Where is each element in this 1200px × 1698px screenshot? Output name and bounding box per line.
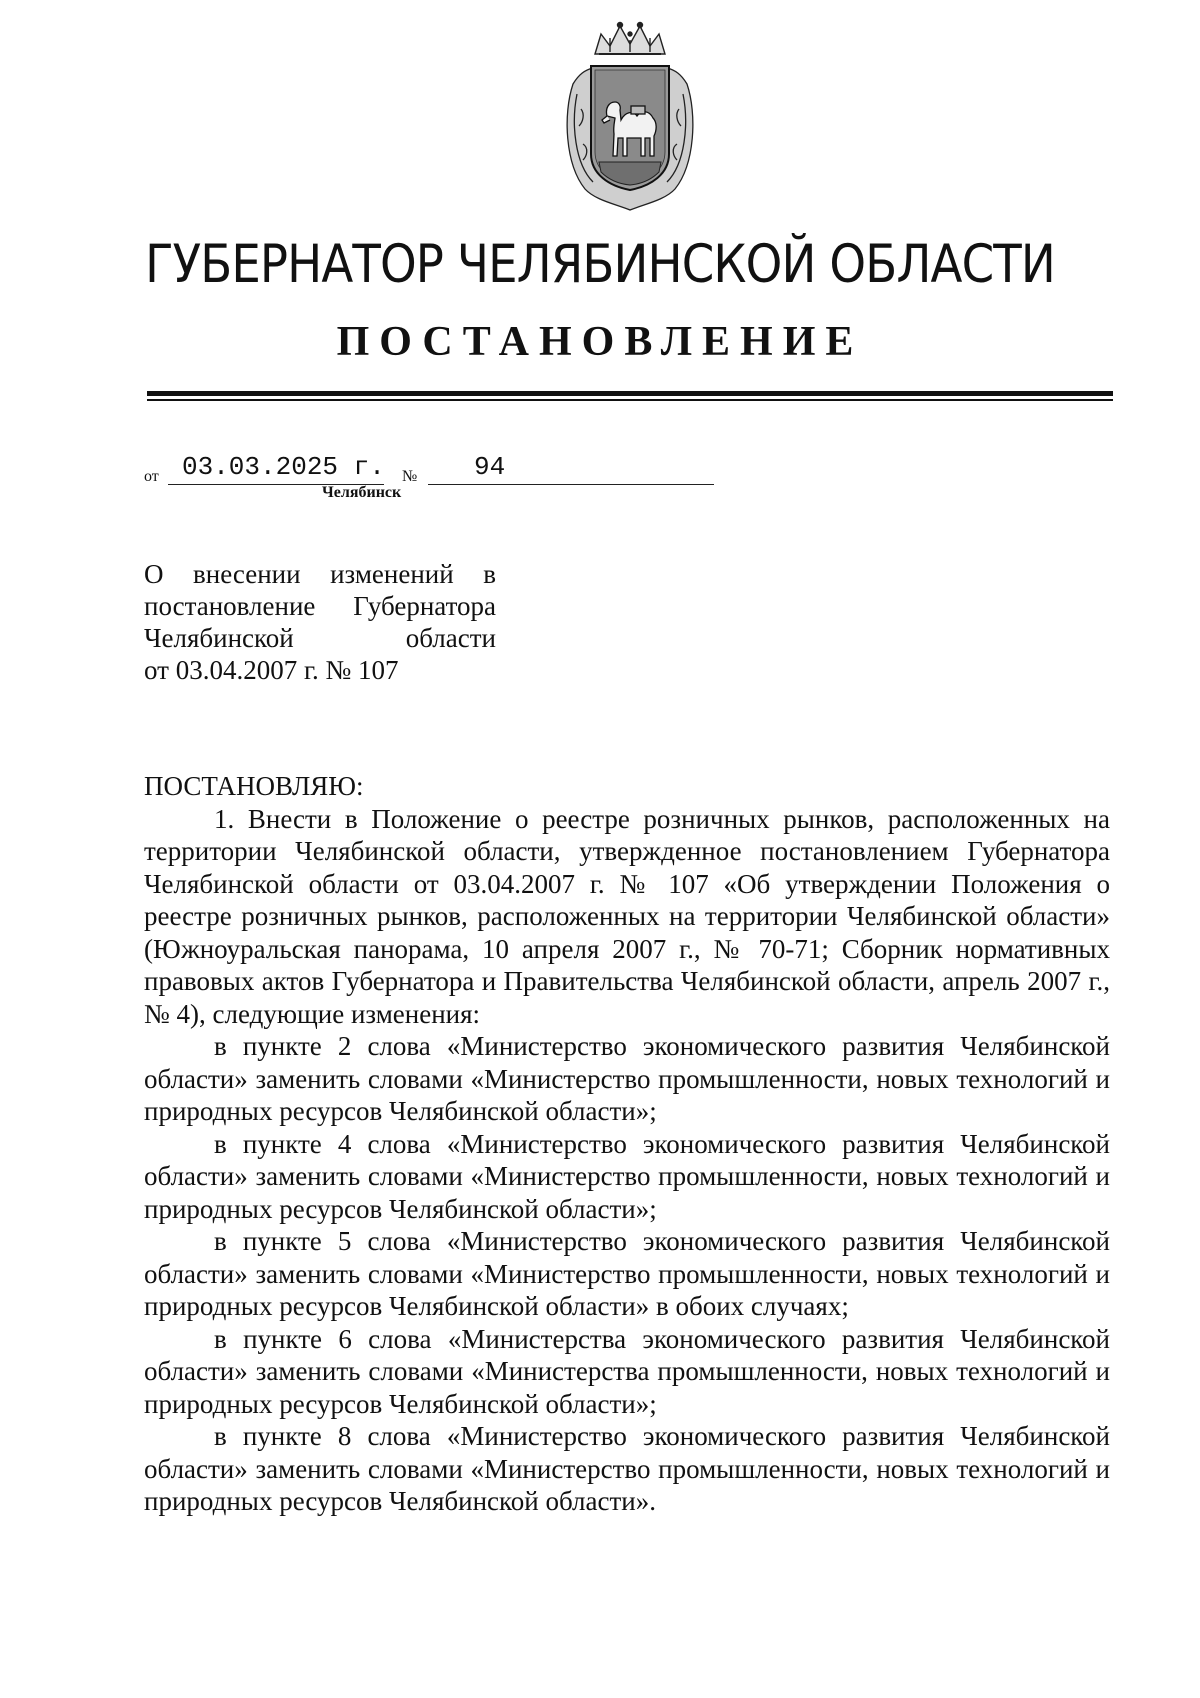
title-line: от 03.04.2007 г. № 107 [144, 655, 399, 685]
from-label: от [144, 468, 159, 485]
header-rule-thin [147, 399, 1113, 401]
body-paragraph: в пункте 8 слова «Министерство экономического развития Челябинской области» заменить словами «Министерство промышленности, новых технологий и природных ресурсов Челябинской области». [144, 1421, 1110, 1516]
document-number: 94 [474, 452, 506, 482]
header-rule-thick [147, 391, 1113, 396]
body-paragraph: в пункте 6 слова «Министерства экономического развития Челябинской области» заменить словами «Министерства промышленности, новых технологий и природных ресурсов Челябинской области»; [144, 1323, 1110, 1419]
city-label: Челябинск [322, 484, 402, 501]
issuer-heading: ГУБЕРНАТОР ЧЕЛЯБИНСКОЙ ОБЛАСТИ [145, 234, 1055, 295]
body-paragraph: в пункте 5 слова «Министерство экономического развития Челябинской области» заменить словами «Министерство промышленности, новых технологий и природных ресурсов Челябинской области» в обоих случаях; [144, 1226, 1110, 1321]
document-body [144, 770, 1110, 1518]
document-date: 03.03.2025 г. [182, 452, 385, 482]
body-paragraph: в пункте 2 слова «Министерство экономического развития Челябинской области» заменить словами «Министерство промышленности, новых технологий и природных ресурсов Челябинской области»; [144, 1031, 1110, 1126]
body-paragraph: 1. Внести в Положение о реестре розничных рынков, расположенных на территории Челябинской области, утвержденное постановлением Губернатора Челябинской области от 03.04.2007 г. № 107 «Об утверждении Положения о реестре розничных рынков, расположенных на территории Челябинской области» (Южноуральская панорама, 10 апреля 2007 г., № 70-71; Сборник нормативных правовых актов Губернатора и Правительства Челябинской области, апрель 2007 г., № 4), следующие изменения: [144, 803, 1110, 1029]
title-line: О внесении изменений в [144, 559, 496, 589]
title-line: постановление Губернатора [144, 591, 496, 621]
number-underline [428, 452, 714, 485]
body-paragraph: в пункте 4 слова «Министерство экономического развития Челябинской области» заменить словами «Министерство промышленности, новых технологий и природных ресурсов Челябинской области»; [144, 1128, 1110, 1224]
document-type-heading: ПОСТАНОВЛЕНИЕ [336, 319, 864, 365]
coat-of-arms-icon [555, 14, 705, 214]
title-line: Челябинской области [144, 623, 496, 653]
document-title [144, 558, 496, 686]
decree-word: ПОСТАНОВЛЯЮ: [144, 771, 364, 801]
number-label: № [402, 468, 418, 485]
